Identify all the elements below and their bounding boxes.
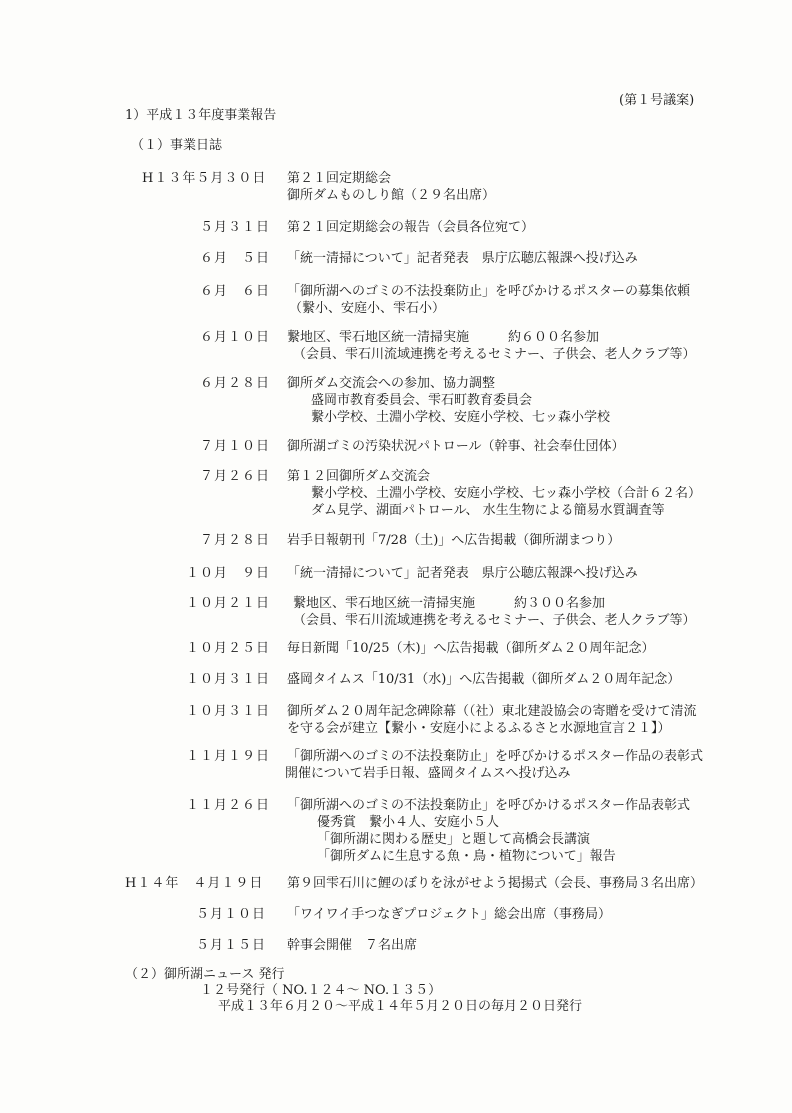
entry-line: 優秀賞 繋小４人、安庭小５人 — [317, 815, 500, 830]
entry-line: 「御所湖に関わる歴史」と題して高橋会長講演 — [317, 832, 591, 847]
entry-date: ７月２６日 — [200, 469, 271, 484]
entry-line: 繋小学校、土淵小学校、安庭小学校、七ッ森小学校 — [311, 410, 611, 425]
entry-line: （会員、雫石川流域連携を考えるセミナー、子供会、老人クラブ等） — [293, 613, 696, 628]
entry-line: （会員、雫石川流域連携を考えるセミナー、子供会、老人クラブ等） — [293, 347, 696, 362]
entry-line: 「御所湖へのゴミの不法投棄防止」を呼びかけるポスターの募集依頼 — [287, 284, 691, 299]
entry-line: ダム見学、湖面パトロール、 水生生物による簡易水質調査等 — [311, 503, 665, 518]
subsection-title: （１）事業日誌 — [131, 138, 223, 153]
entry-text — [287, 468, 701, 519]
entry-line: 繋地区、雫石地区統一清掃実施 約６００名参加 — [287, 330, 600, 345]
entry-date: １０月３１日 — [186, 704, 271, 719]
entry-text — [287, 797, 690, 865]
entry-date: １１月２６日 — [186, 798, 271, 813]
entry-date: １０月 ９日 — [186, 566, 271, 581]
entry-line: 開催について岩手日報、盛岡タイムスへ投げ込み — [285, 766, 571, 781]
entry-date: ５月１０日 — [196, 907, 267, 922]
entry-date: １１月１９日 — [186, 749, 271, 764]
entry-line: 幹事会開催 ７名出席 — [287, 938, 418, 953]
entry-text — [287, 640, 655, 657]
entry-date: ６月 ６日 — [200, 284, 271, 299]
entry-line: 御所ダム交流会への参加、協力調整 — [287, 376, 496, 391]
news-section-title: （２）御所湖ニュース 発行 — [125, 967, 285, 982]
entry-line: 毎日新聞「10/25（木)」へ広告掲載（御所ダム２０周年記念） — [287, 641, 655, 656]
entry-line: 第９回雫石川に鯉のぼりを泳がせよう掲揚式（会長、事務局３名出席） — [287, 876, 704, 891]
entry-text — [287, 532, 620, 549]
entry-text — [287, 671, 680, 688]
section-title: 1）平成１３年度事業報告 — [125, 108, 277, 123]
entry-text — [287, 748, 703, 782]
entry-line: 「統一清掃について」記者発表 県庁公聴広報課へ投げ込み — [287, 566, 638, 581]
entry-date: H１３年５月３０日 — [142, 171, 267, 186]
entry-date: １０月３１日 — [186, 672, 271, 687]
entry-line: （繋小、安庭小、雫石小） — [289, 301, 446, 316]
entry-line: 盛岡市教育委員会、雫石町教育委員会 — [311, 393, 533, 408]
entry-date: ７月２８日 — [200, 533, 271, 548]
entry-line: 第１２回御所ダム交流会 — [287, 469, 431, 484]
entry-line: 繋小学校、土淵小学校、安庭小学校、七ッ森小学校（合計６２名） — [311, 486, 702, 501]
entry-line: を守る会が建立【繋小・安庭小によるふるさと水源地宣言２１】） — [287, 721, 671, 736]
entry-line: 盛岡タイムス「10/31（水)」へ広告掲載（御所ダム２０周年記念） — [287, 672, 681, 687]
entry-line: 「御所湖へのゴミの不法投棄防止」を呼びかけるポスター作品の表彰式 — [287, 749, 704, 764]
entry-date: ５月３１日 — [200, 220, 271, 235]
entry-text — [287, 906, 611, 923]
agenda-label: (第１号議案) — [619, 93, 695, 108]
entry-date: ６月１０日 — [200, 330, 271, 345]
entry-line: 繋地区、雫石地区統一清掃実施 約３００名参加 — [293, 596, 606, 611]
entry-line: 「御所ダムに生息する魚・鳥・植物について」報告 — [317, 849, 616, 864]
entry-line: 御所湖ゴミの汚染状況パトロール（幹事、社会奉仕団体） — [287, 439, 625, 454]
entry-text — [287, 329, 695, 363]
news-schedule: 平成１３年６月２０～平成１４年５月２０日の毎月２０日発行 — [218, 999, 583, 1014]
entry-date: ５月１５日 — [196, 938, 267, 953]
entry-text — [287, 875, 703, 892]
entry-text — [287, 170, 495, 204]
entry-line: 「統一清掃について」記者発表 県庁広聴広報課へ投げ込み — [287, 251, 638, 266]
entry-text — [287, 375, 610, 426]
entry-text — [287, 703, 697, 737]
news-issue-count: １２号発行（ NO.１２４～ NO.１３５） — [200, 983, 442, 998]
entry-line: 御所ダム２０周年記念碑除幕（（社）東北建設協会の寄贈を受けて清流 — [287, 704, 697, 719]
entry-date: ６月 ５日 — [200, 251, 271, 266]
entry-line: 「ワイワイ手つなぎプロジェクト」総会出席（事務局） — [287, 907, 611, 922]
entry-line: 「御所湖へのゴミの不法投棄防止」を呼びかけるポスター作品表彰式 — [287, 798, 691, 813]
entry-text — [287, 565, 638, 582]
entry-line: 第２１回定期総会 — [287, 171, 392, 186]
entry-date: ７月１０日 — [200, 439, 271, 454]
entry-text — [287, 283, 690, 317]
entry-text — [287, 937, 417, 954]
entry-date: １０月２５日 — [186, 641, 271, 656]
entry-text — [287, 219, 534, 236]
entry-text — [287, 595, 695, 629]
entry-text — [287, 250, 638, 267]
entry-date: ６月２８日 — [200, 376, 271, 391]
entry-date: H１４年 ４月１９日 — [125, 876, 264, 891]
entry-text — [287, 438, 624, 455]
entry-date: １０月２１日 — [186, 596, 271, 611]
entry-line: 岩手日報朝刊「7/28（土)」へ広告掲載（御所湖まつり） — [287, 533, 621, 548]
entry-line: 第２１回定期総会の報告（会員各位宛て） — [287, 220, 535, 235]
entry-line: 御所ダムものしり館（２９名出席） — [287, 188, 496, 203]
